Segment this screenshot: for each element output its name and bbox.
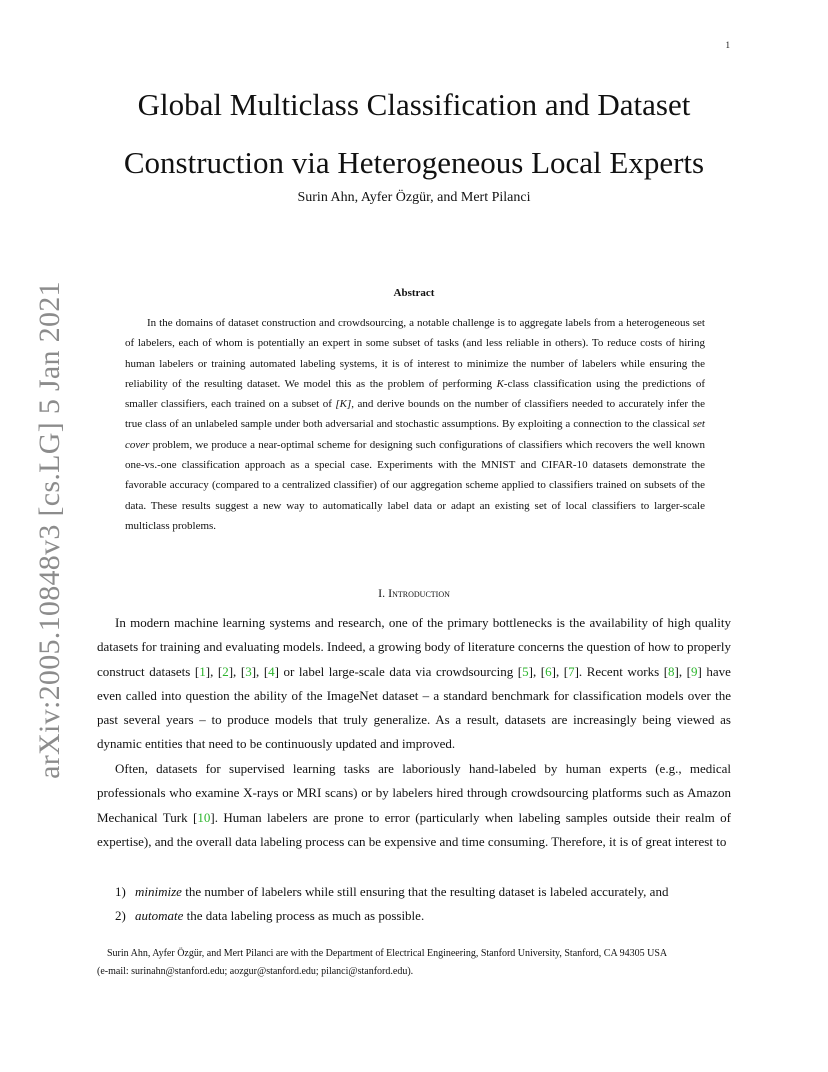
page-number: 1 [725, 40, 730, 50]
list-item-number: 2) [115, 908, 126, 924]
section-name: Introduction [388, 586, 450, 600]
list-item-text: the number of labelers while still ensuring that the resulting dataset is labeled accurately, and [181, 884, 669, 899]
citation-1[interactable]: 1 [199, 663, 206, 679]
citation-4[interactable]: 4 [268, 663, 275, 679]
abstract-text-1: In the domains of dataset construction and crowdsourcing, a notable challenge is to aggregate labels from a heterogeneous set of labelers, each of whom is potentially an expert in some subset of tasks (and less reliable in others). To reduce costs of hiring human labelers or training automated labeling systems, it is of interest to minimize the number of labelers while ensuring the reliability of the resulting dataset. We model this as the problem of performing [125, 317, 705, 390]
intro-paragraph-2: Often, datasets for supervised learning tasks are laboriously hand-labeled by human experts (e.g., medical professionals who examine X-rays or MRI scans) or by labelers hired through crowdsourcing platforms such as Amazon Mechanical Turk [10]. Human labelers are prone to error (particularly when labeling samples outside their realm of expertise), and the overall data labeling process can be expensive and time consuming. Therefore, it is of great interest to [97, 761, 731, 849]
footnote-line-2: (e-mail: surinahn@stanford.edu; aozgur@stanford.edu; pilanci@stanford.edu). [97, 966, 414, 977]
arxiv-stamp [33, 281, 66, 779]
para1-text-3: . Recent works [578, 663, 664, 679]
citation-2[interactable]: 2 [222, 663, 229, 679]
abstract-text-2: -class classification using the predictions of smaller classifiers, each trained on a subset of [125, 377, 705, 411]
goals-list [97, 880, 731, 929]
list-item-emphasis: minimize [135, 884, 182, 899]
abstract-heading: Abstract [393, 287, 435, 299]
authors: Surin Ahn, Ayfer Özgür, and Mert Pilanci [297, 190, 531, 205]
citation-10[interactable]: 10 [197, 809, 211, 825]
footnote-line-1: Surin Ahn, Ayfer Özgür, and Mert Pilanci are with the Department of Electrical Engineering, Stanford University, Stanford, CA 94305 USA [107, 948, 668, 959]
citation-9[interactable]: 9 [691, 663, 698, 679]
abstract-math-k: K [496, 377, 504, 390]
para2-text-2: . Human labelers are prone to error (particularly when labeling samples outside their realm of expertise), and the overall data labeling process can be expensive and time consuming. Therefore, it is of great interest to [97, 809, 731, 849]
title-line-2: Construction via Heterogeneous Local Experts [123, 145, 705, 180]
para2-text-1: Often, datasets for supervised learning tasks are laboriously hand-labeled by human experts (e.g., medical professionals who examine X-rays or MRI scans) or by labelers hired through crowdsourcing platforms such as Amazon Mechanical Turk [97, 761, 731, 825]
abstract-body [125, 313, 705, 536]
section-numeral: I. [378, 586, 389, 600]
citation-6[interactable]: 6 [545, 663, 552, 679]
paper-title [90, 76, 738, 192]
para1-text-4: have even called into question the ability of the ImageNet dataset – a standard benchmark for classification models over the past several years – to produce models that truly generalize. As a result, datasets are increasingly being viewed as dynamic entities that need to be continuously updated and improved. [97, 663, 731, 752]
title-line-1: Global Multiclass Classification and Dataset [137, 87, 691, 122]
arxiv-stamp-text: arXiv:2005.10848v3 [cs.LG] 5 Jan 2021 [33, 281, 66, 779]
abstract-math-set: [K] [335, 398, 352, 411]
abstract-text-3: , and derive bounds on the number of classifiers needed to accurately infer the true class of an unlabeled sample under both adversarial and stochastic assumptions. By exploiting a connection to the classical [125, 398, 705, 431]
list-item-text: the data labeling process as much as possible. [183, 908, 425, 924]
abstract-text-4: problem, we produce a near-optimal scheme for designing such configurations of classifiers which recovers the well known one-vs.-one classification approach as a special case. Experiments with the MNIST and CIFAR-10 datasets demonstrate the favorable accuracy (compared to a centralized classifier) of our aggregation scheme applied to classifiers trained on subsets of the data. These results suggest a new way to automatically label data or adapt an existing set of local classifiers to larger-scale multiclass problems. [125, 438, 705, 532]
citation-3[interactable]: 3 [245, 663, 252, 679]
list-item [97, 880, 731, 904]
abstract-set-cover: set cover [125, 418, 705, 451]
section-heading [90, 586, 738, 601]
citation-8[interactable]: 8 [668, 663, 675, 679]
list-item [97, 904, 731, 928]
citation-7[interactable]: 7 [568, 663, 575, 679]
para1-text-2: or label large-scale data via crowdsourcing [279, 663, 518, 679]
list-item-number: 1) [115, 884, 126, 899]
para1-text-1: In modern machine learning systems and research, one of the primary bottlenecks is the availability of high quality datasets for training and evaluating models. Indeed, a growing body of literature concerns the question of how to properly construct datasets [97, 615, 731, 679]
intro-paragraph-1: In modern machine learning systems and research, one of the primary bottlenecks is the availability of high quality datasets for training and evaluating models. Indeed, a growing body of literature concerns the question of how to properly construct datasets [1], [2], [3], [4] or label large-scale data via crowdsourcing [5], [6], [7]. Recent works [8], [9] have even called into question the ability of the ImageNet dataset – a standard benchmark for classification models over the past several years – to produce models that truly generalize. As a result, datasets are increasingly being viewed as dynamic entities that need to be continuously updated and improved. [97, 615, 731, 752]
list-item-emphasis: automate [135, 908, 184, 924]
citation-5[interactable]: 5 [522, 663, 529, 679]
author-footnote [97, 945, 731, 981]
